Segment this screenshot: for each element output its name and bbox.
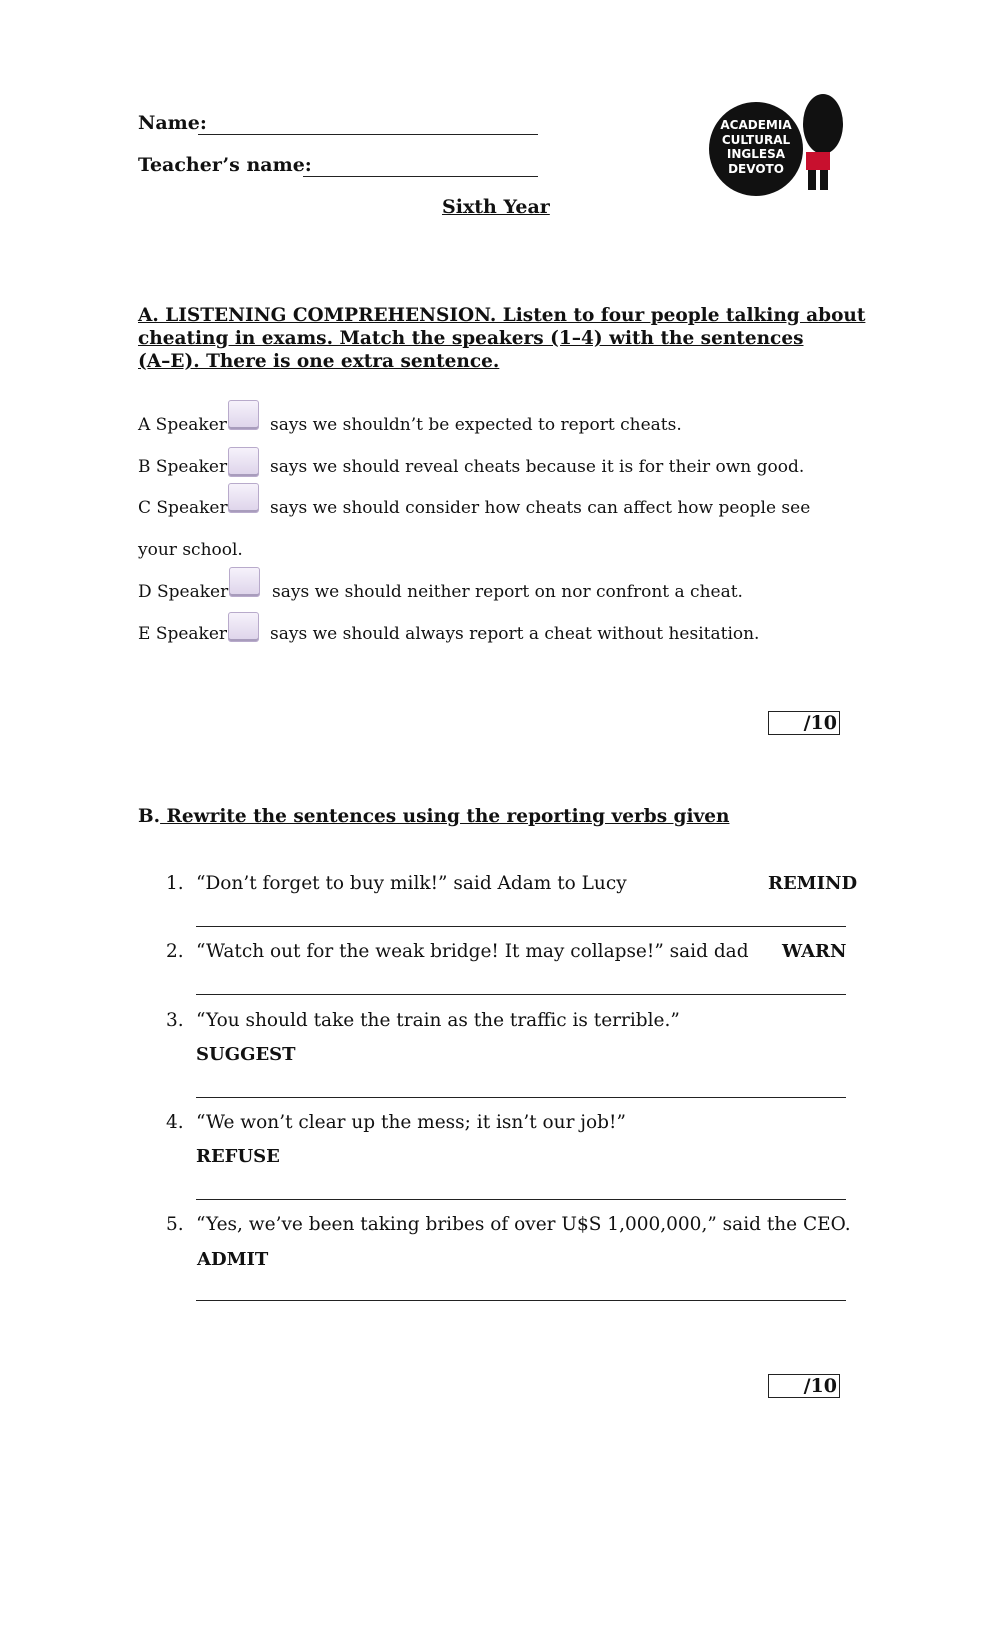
question-number: 2. — [166, 941, 184, 962]
section-b-heading-text: Rewrite the sentences using the reporting verbs given — [160, 806, 730, 827]
name-label: Name: — [138, 112, 207, 134]
guard-leg — [808, 170, 816, 190]
section-a-score-box[interactable]: /10 — [768, 711, 840, 735]
question-number: 5. — [166, 1214, 184, 1235]
item-d-answer-box[interactable] — [229, 567, 260, 597]
question-5-verb: ADMIT — [197, 1249, 269, 1270]
teacher-name-label: Teacher’s name: — [138, 154, 312, 176]
question-1-sentence: “Don’t forget to buy milk!” said Adam to Lucy — [196, 873, 627, 894]
guard-hat — [803, 94, 843, 154]
question-2-verb: WARN — [782, 941, 847, 962]
logo-text — [710, 118, 802, 176]
item-c-answer-box[interactable] — [228, 483, 259, 513]
school-logo — [708, 92, 848, 202]
question-5-answer-line[interactable] — [196, 1300, 846, 1301]
item-a-label: A Speaker — [138, 415, 227, 435]
page-title: Sixth Year — [442, 196, 550, 218]
question-1-answer-line[interactable] — [196, 926, 846, 927]
item-a-text: says we shouldn’t be expected to report cheats. — [270, 415, 682, 435]
question-4-verb: REFUSE — [196, 1146, 280, 1167]
item-e-text: says we should always report a cheat without hesitation. — [270, 624, 760, 644]
item-a-answer-box[interactable] — [228, 400, 259, 430]
logo-line: ACADEMIA — [720, 118, 792, 132]
section-b-score-box[interactable]: /10 — [768, 1374, 840, 1398]
question-4-sentence: “We won’t clear up the mess; it isn’t our job!” — [196, 1112, 626, 1133]
item-b-text: says we should reveal cheats because it is for their own good. — [270, 457, 805, 477]
question-number: 1. — [166, 873, 184, 894]
teacher-name-answer-line[interactable] — [303, 176, 538, 177]
guard-leg — [820, 170, 828, 190]
section-a-heading-line: A. LISTENING COMPREHENSION. Listen to four people talking about — [138, 305, 866, 326]
item-e-label: E Speaker — [138, 624, 228, 644]
item-b-label: B Speaker — [138, 457, 228, 477]
item-b-answer-box[interactable] — [228, 447, 259, 477]
section-b-heading — [138, 806, 729, 827]
question-3-verb: SUGGEST — [196, 1044, 296, 1065]
item-e-answer-box[interactable] — [228, 612, 259, 642]
question-2-sentence: “Watch out for the weak bridge! It may collapse!” said dad — [196, 941, 749, 962]
section-a-heading-line: (A–E). There is one extra sentence. — [138, 351, 500, 372]
item-c-text: says we should consider how cheats can affect how people see — [270, 498, 811, 518]
question-3-sentence: “You should take the train as the traffic is terrible.” — [196, 1010, 680, 1031]
name-answer-line[interactable] — [198, 134, 538, 135]
item-c-continuation: your school. — [138, 540, 243, 560]
logo-line: CULTURAL — [721, 132, 791, 147]
question-2-answer-line[interactable] — [196, 994, 846, 995]
item-d-text: says we should neither report on nor confront a cheat. — [272, 582, 743, 602]
question-1-verb: REMIND — [768, 873, 858, 894]
section-b-heading-prefix: B. — [138, 806, 161, 827]
logo-line: DEVOTO — [728, 161, 784, 176]
question-number: 4. — [166, 1112, 184, 1133]
guard-coat — [806, 152, 830, 170]
item-d-label: D Speaker — [138, 582, 229, 602]
question-5-sentence: “Yes, we’ve been taking bribes of over U$S 1,000,000,” said the CEO. — [196, 1214, 851, 1235]
question-number: 3. — [166, 1010, 184, 1031]
section-a-heading-line: cheating in exams. Match the speakers (1–4) with the sentences — [138, 328, 804, 349]
logo-line: INGLESA — [726, 147, 786, 161]
question-4-answer-line[interactable] — [196, 1199, 846, 1200]
section-a-heading — [138, 304, 866, 373]
item-c-label: C Speaker — [138, 498, 228, 518]
question-3-answer-line[interactable] — [196, 1097, 846, 1098]
